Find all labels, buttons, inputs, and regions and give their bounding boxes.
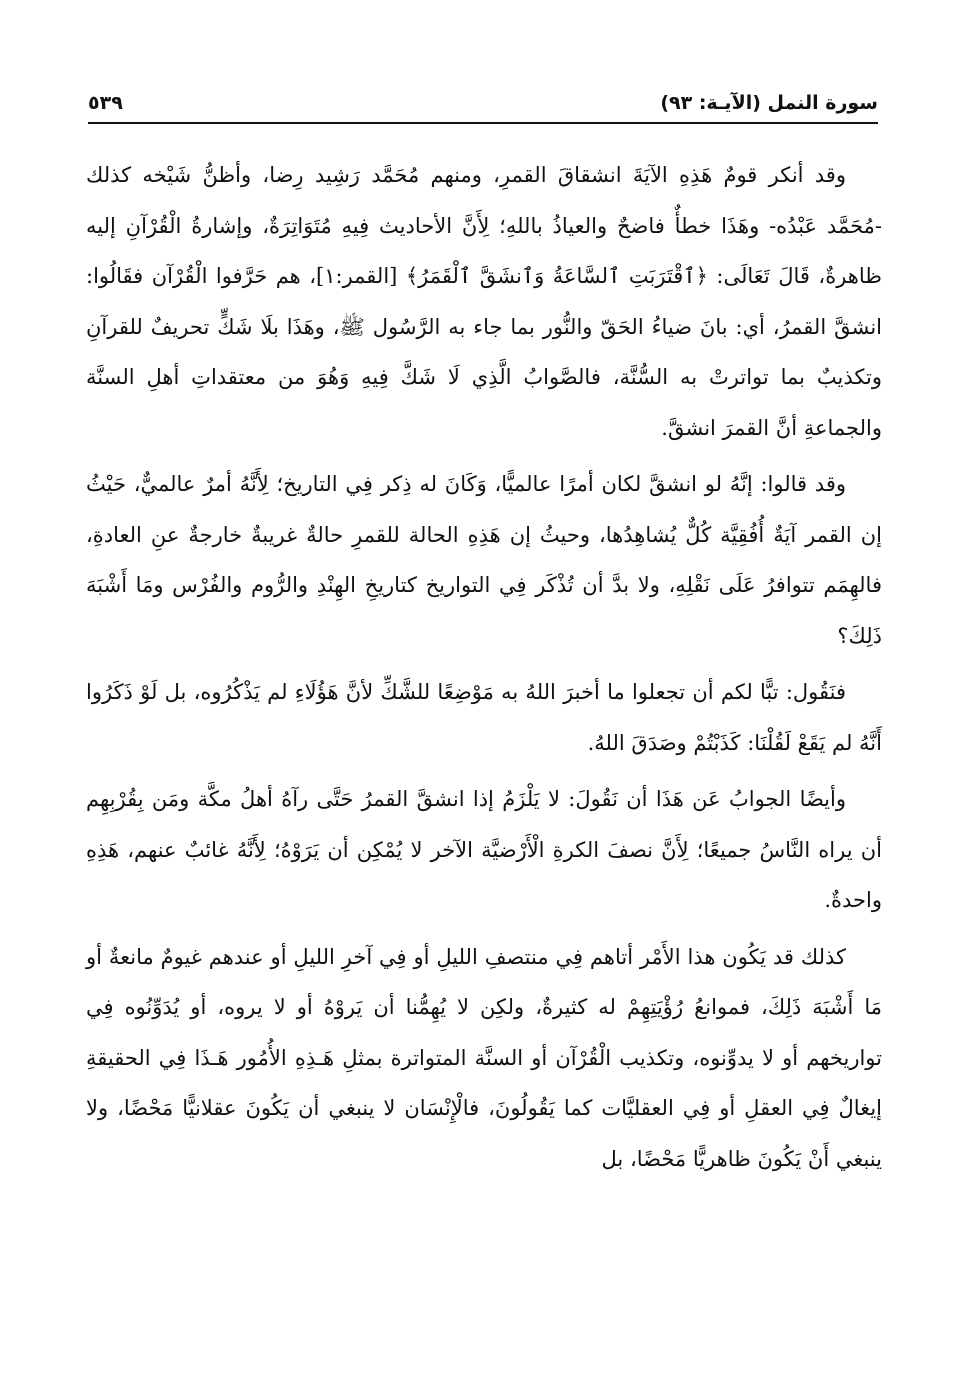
header-rule [88,122,878,124]
running-header-title: سورة النمل (الآيـة: ٩٣) [660,92,878,114]
paragraph-response: فنَقُول: تبًّا لكم أن تجعلوا ما أخبرَ اللهُ به مَوْضِعًا للشَّكِّ لأنَّ هَؤُلَاءِ لم يَذْكُرُوه، بل لَوْ ذَكَرُوا أَنَّهُ لم يَقَعْ لَقُلْنَا: كَذَبْتُمْ وصَدَقَ اللهُ. [86,680,882,755]
paragraph-moon-splitting-denial: وقد أنكر قومٌ هَذِهِ الآيَةَ انشقاقَ القمرِ، ومنهم مُحَمَّد رَشِيد رِضا، وأظنُّ شَيْخه كذلك -مُحَمَّد عَبْدُه- وهَذَا خطأٌ فاضحٌ والعياذُ باللهِ؛ لِأَنَّ الأحاديث فِيهِ مُتَوَاتِرَةٌ، وإشارةُ الْقُرْآنِ إليه ظاهرةٌ، قَالَ تَعَالَى: ﴿ٱقْتَرَبَتِ ٱلسَّاعَةُ وَٱنشَقَّ ٱلْقَمَرُ﴾ [القمر:١]، هم حَرَّفوا الْقُرْآن فقَالُوا: انشقَّ القمرُ، أي: بانَ ضياءُ الحَقّ والنُّور بما جاء به الرَّسُول ﷺ، وهَذَا بلَا شَكٍّ تحريفٌ للقرآنِ وتكذيبٌ بما تواترتْ به السُّنَّة، فالصَّوابُ الَّذِي لَا شَكَّ فِيهِ وَهُوَ من معتقداتِ أهلِ السنَّة والجماعةِ أنَّ القمرَ انشقَّ. [86,163,882,440]
page-number: ٥٣٩ [88,92,123,114]
paragraph-other-reasons: كذلك قد يَكُون هذا الأَمْر أتاهم فِي منتصفِ الليلِ أو فِي آخرِ الليلِ أو عندهم غيومٌ مانعةٌ أو مَا أَشْبَهَ ذَلِكَ، فموانعُ رُؤْيَتِهِمْ له كثيرةٌ، ولكِن لا يُهِمُّنا أن يَروْهُ أو لا يروه، أو يُدَوِّنُوه فِي تواريخهم أو لا يدوِّنوه، وتكذيب الْقُرْآن أو السنَّة المتواترة بمثلِ هَـذِهِ الأُمُور هَـذَا فِي الحقيقةِ إيغالٌ فِي العقلِ أو فِي العقليَّات كما يَقُولُونَ، فالْإِنْسَان لا ينبغي أن يَكُونَ عقلانيًّا مَحْضًا، ولا ينبغي أَنْ يَكُونَ ظاهريًّا مَحْضًا، بل [86,944,882,1171]
page-body [86,150,882,1184]
paragraph-objection-history: وقد قالوا: إنَّهُ لو انشقَّ لكان أمرًا عالميًّا، وَكَانَ له ذِكر فِي التاريخ؛ لِأَنَّهُ أمرٌ عالميٌّ، حَيْثُ إن القمر آيَةٌ أُفُقِيَّة كُلٌّ يُشاهِدُها، وحيثُ إن هَذِهِ الحالة للقمرِ حالةٌ غريبةٌ خارجةٌ عنِ العادةِ، فالهِمَم تتوافرُ عَلَى نَقْلِهِ، ولا بدَّ أن تُذْكَر فِي التواريخ كتاريخِ الهِنْدِ والرُّوم والفُرْس ومَا أَشْبَهَ ذَلِكَ؟ [86,472,882,648]
paragraph-second-answer: وأيضًا الجوابُ عَن هَذَا أن نَقُولَ: لا يَلْزَمُ إذا انشقَّ القمرُ حَتَّى رآهُ أهلُ مكَّة ومَن بِقُرْبِهِم أن يراه النَّاسُ جميعًا؛ لِأَنَّ نصفَ الكرةِ الْأَرْضيَّة الآخر لا يُمْكِن أن يَرَوْهُ؛ لِأَنَّهُ غائبٌ عنهم، هَذِهِ واحدةٌ. [86,787,882,912]
